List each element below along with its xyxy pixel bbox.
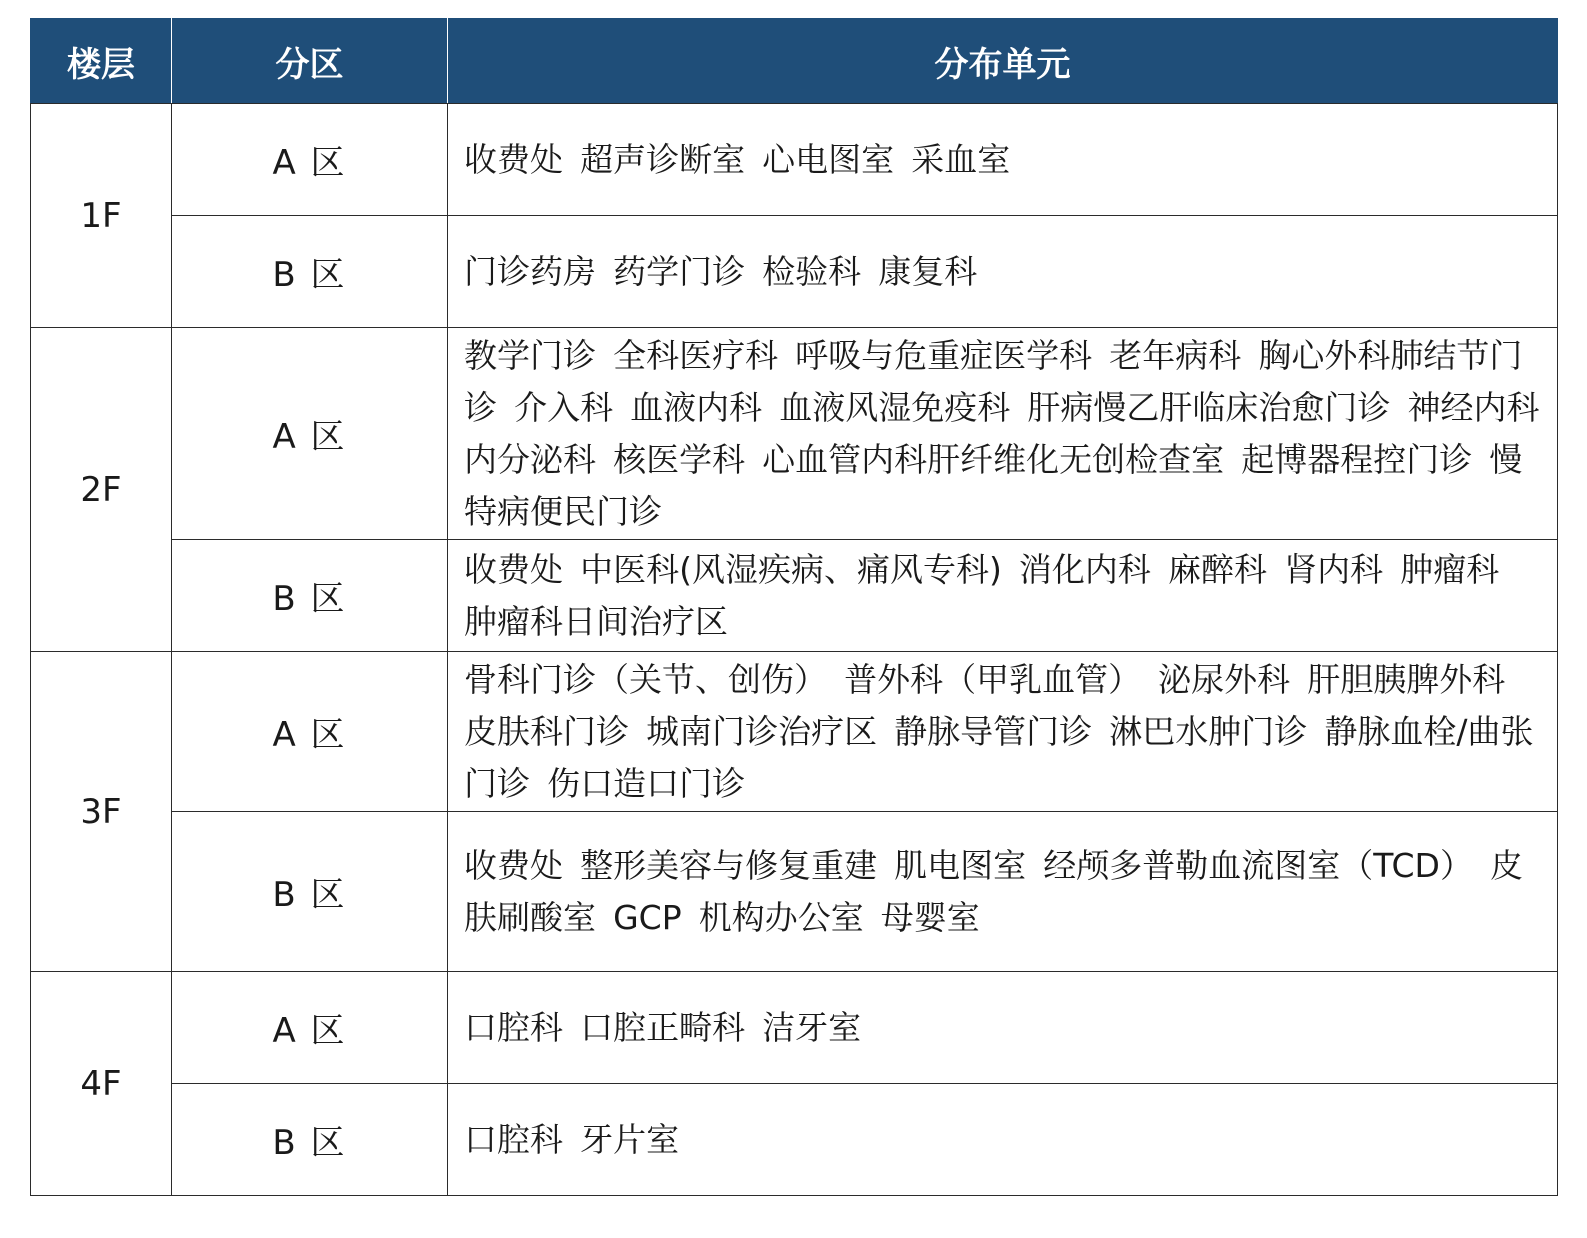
units-cell bbox=[448, 216, 1558, 328]
units-cell bbox=[448, 652, 1558, 812]
zone-cell: B 区 bbox=[172, 216, 448, 328]
table-row bbox=[31, 652, 1558, 812]
header-units: 分布单元 bbox=[448, 19, 1558, 104]
table-row bbox=[31, 972, 1558, 1084]
units-text: 收费处 超声诊断室 心电图室 采血室 bbox=[464, 139, 1011, 179]
zone-cell: B 区 bbox=[172, 1084, 448, 1196]
table-row bbox=[31, 812, 1558, 972]
table-row bbox=[31, 328, 1558, 540]
table-row bbox=[31, 1084, 1558, 1196]
table-row bbox=[31, 540, 1558, 652]
floor-cell: 4F bbox=[31, 972, 172, 1196]
zone-cell: A 区 bbox=[172, 652, 448, 812]
units-text: 收费处 中医科(风湿疾病、痛风专科) 消化内科 麻醉科 肾内科 肿瘤科 肿瘤科日间治疗区 bbox=[464, 549, 1500, 641]
zone-cell: B 区 bbox=[172, 812, 448, 972]
units-cell bbox=[448, 540, 1558, 652]
zone-cell: A 区 bbox=[172, 972, 448, 1084]
zone-cell: A 区 bbox=[172, 328, 448, 540]
floor-cell: 3F bbox=[31, 652, 172, 972]
table-row bbox=[31, 216, 1558, 328]
zone-cell: B 区 bbox=[172, 540, 448, 652]
floor-cell: 2F bbox=[31, 328, 172, 652]
units-text: 教学门诊 全科医疗科 呼吸与危重症医学科 老年病科 胸心外科肺结节门诊 介入科 血液内科 血液风湿免疫科 肝病慢乙肝临床治愈门诊 神经内科 内分泌科 核医学科 心血管内科肝纤维化无创检查室 起博器程控门诊 慢特病便民门诊 bbox=[464, 335, 1540, 531]
units-text: 骨科门诊（关节、创伤） 普外科（甲乳血管） 泌尿外科 肝胆胰脾外科 皮肤科门诊 城南门诊治疗区 静脉导管门诊 淋巴水肿门诊 静脉血栓/曲张门诊 伤口造口门诊 bbox=[464, 659, 1534, 803]
floor-distribution-table bbox=[30, 18, 1558, 1196]
table-row bbox=[31, 104, 1558, 216]
units-cell bbox=[448, 104, 1558, 216]
zone-cell: A 区 bbox=[172, 104, 448, 216]
units-text: 口腔科 牙片室 bbox=[464, 1119, 680, 1159]
units-cell bbox=[448, 1084, 1558, 1196]
header-floor: 楼层 bbox=[31, 19, 172, 104]
units-text: 口腔科 口腔正畸科 洁牙室 bbox=[464, 1007, 862, 1047]
units-cell bbox=[448, 972, 1558, 1084]
header-zone: 分区 bbox=[172, 19, 448, 104]
floor-cell: 1F bbox=[31, 104, 172, 328]
header-row bbox=[31, 19, 1558, 104]
units-text: 门诊药房 药学门诊 检验科 康复科 bbox=[464, 251, 978, 291]
units-text: 收费处 整形美容与修复重建 肌电图室 经颅多普勒血流图室（TCD） 皮肤刷酸室 GCP 机构办公室 母婴室 bbox=[464, 845, 1524, 937]
units-cell bbox=[448, 812, 1558, 972]
units-cell bbox=[448, 328, 1558, 540]
